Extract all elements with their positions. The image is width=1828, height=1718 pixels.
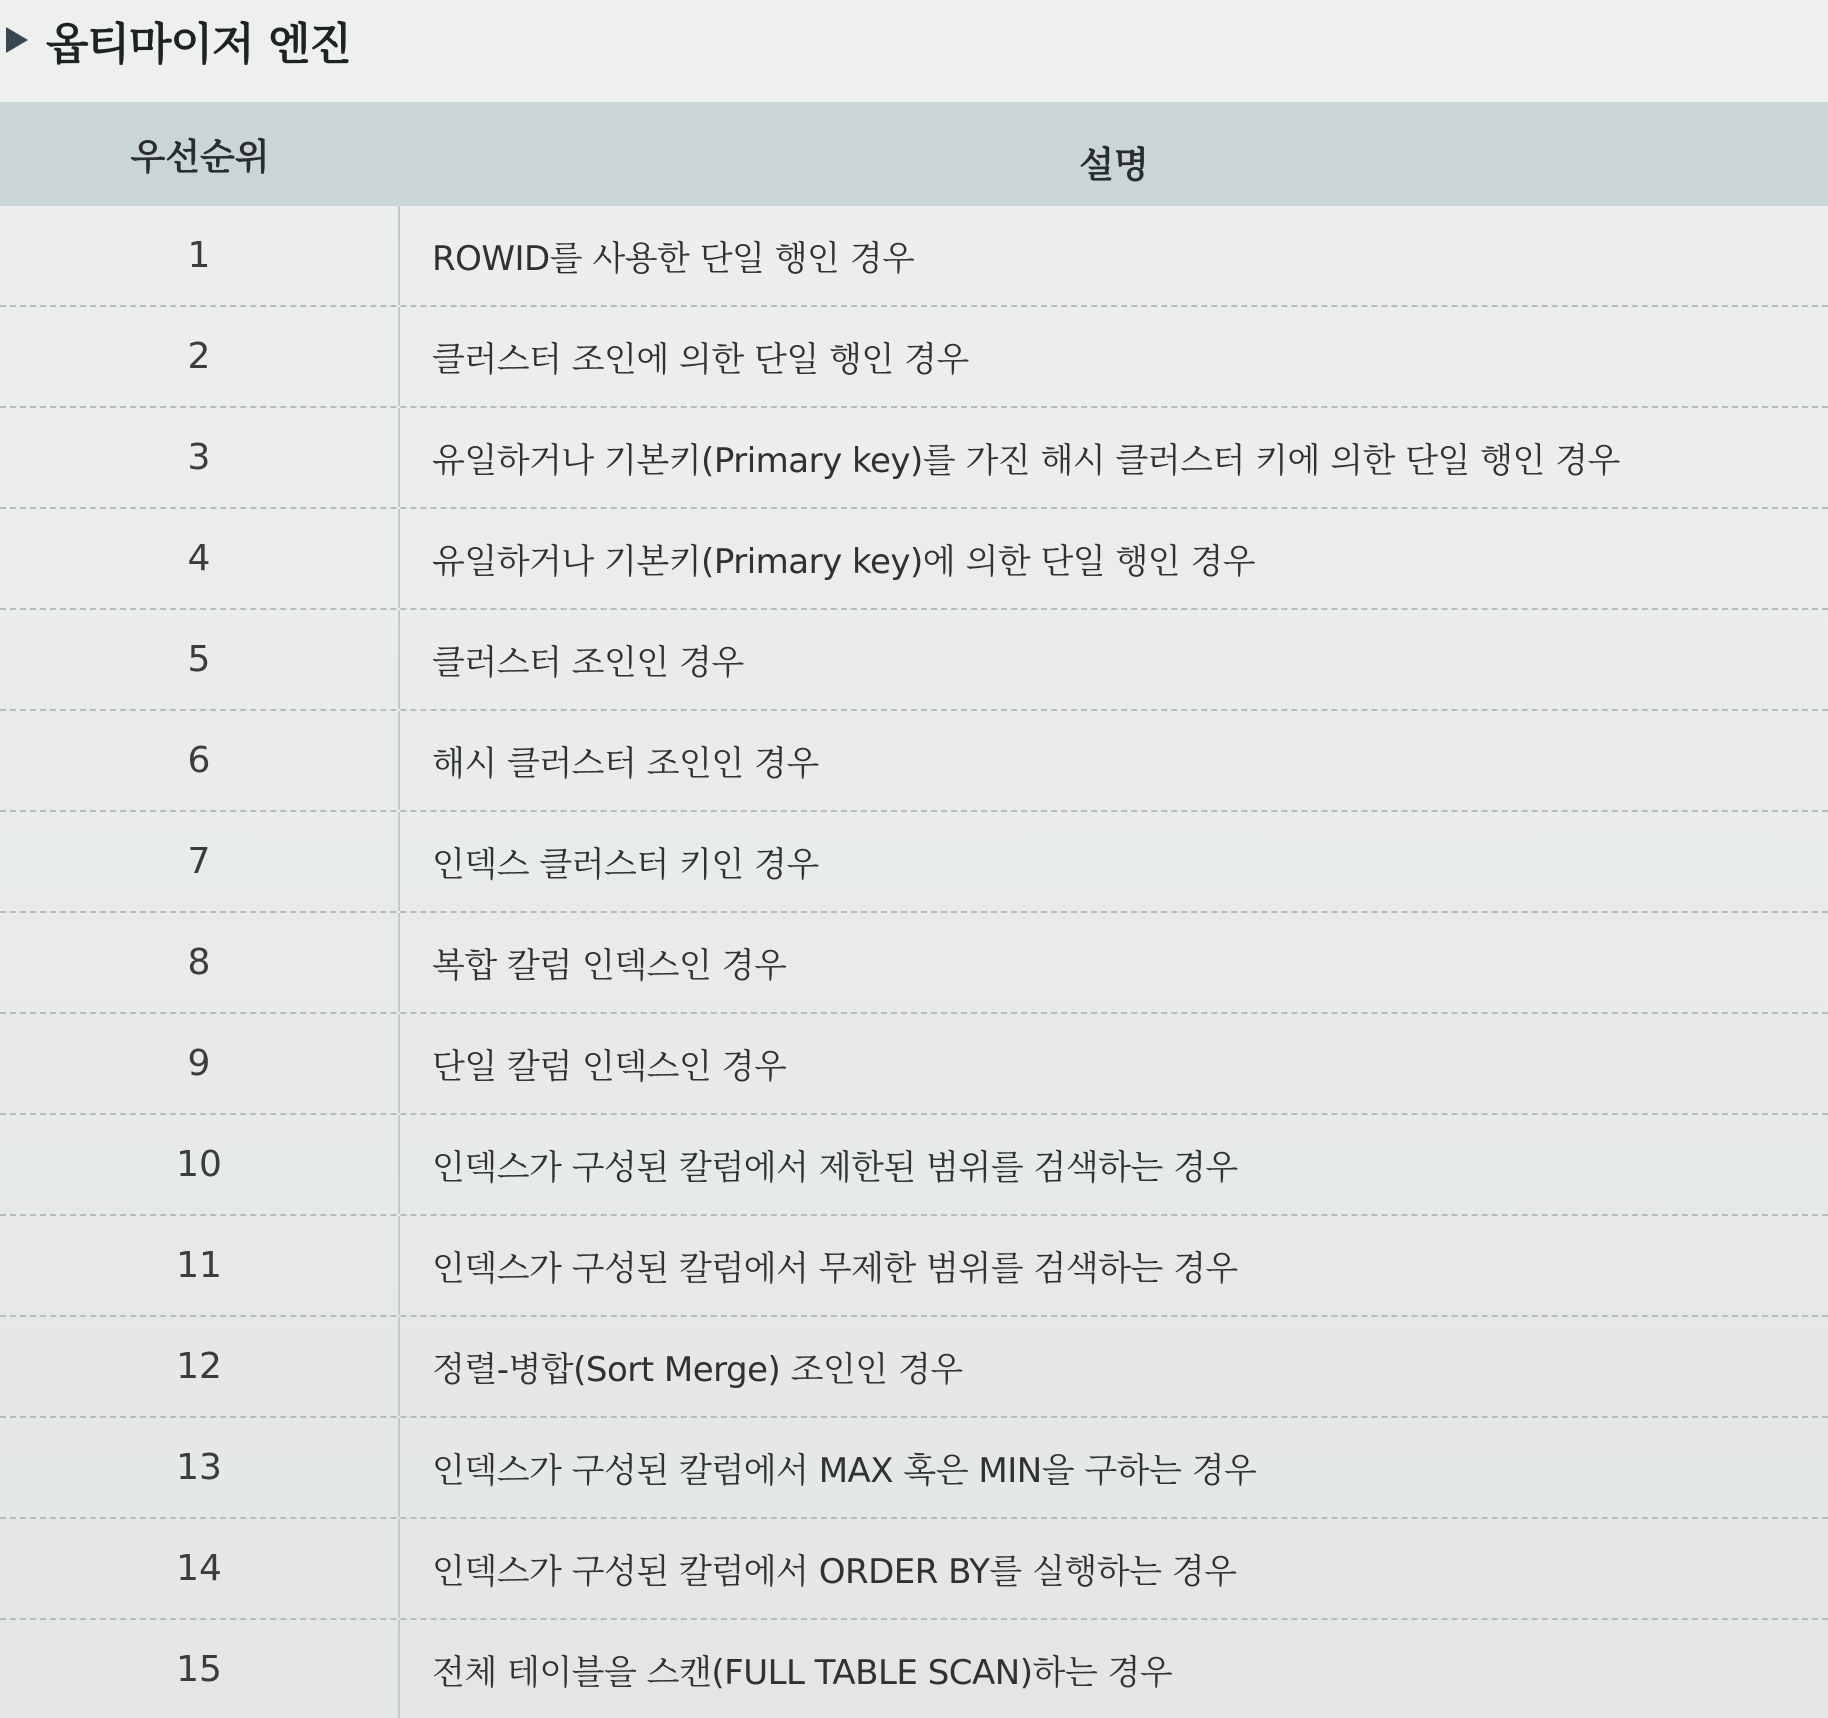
header-priority: 우선순위	[130, 136, 270, 178]
header-description: 설명	[1079, 144, 1149, 186]
table-row	[0, 1115, 1828, 1216]
table-row	[0, 812, 1828, 913]
description-cell: 복합 칼럼 인덱스인 경우	[432, 946, 787, 986]
table-row	[0, 1014, 1828, 1115]
table-row	[0, 913, 1828, 1014]
description-cell: 인덱스가 구성된 칼럼에서 무제한 범위를 검색하는 경우	[432, 1249, 1238, 1289]
priority-cell: 5	[0, 610, 400, 709]
description-cell: 정렬-병합(Sort Merge) 조인인 경우	[432, 1350, 963, 1390]
priority-cell: 11	[0, 1216, 400, 1315]
description-cell: 전체 테이블을 스캔(FULL TABLE SCAN)하는 경우	[432, 1653, 1173, 1693]
description-cell: 클러스터 조인에 의한 단일 행인 경우	[432, 340, 969, 380]
table-row	[0, 1620, 1828, 1718]
priority-cell: 3	[0, 408, 400, 507]
triangle-bullet-icon	[6, 27, 28, 53]
priority-cell: 9	[0, 1014, 400, 1113]
priority-cell: 7	[0, 812, 400, 911]
priority-cell: 12	[0, 1317, 400, 1416]
priority-cell: 2	[0, 307, 400, 406]
description-cell: 해시 클러스터 조인인 경우	[432, 744, 819, 784]
table-body	[0, 206, 1828, 1718]
priority-table	[0, 102, 1828, 1718]
table-row	[0, 509, 1828, 610]
table-header	[0, 102, 1828, 206]
table-row	[0, 206, 1828, 307]
section-title: 옵티마이저 엔진	[46, 19, 351, 70]
table-row	[0, 1317, 1828, 1418]
table-row	[0, 711, 1828, 812]
priority-cell: 6	[0, 711, 400, 810]
priority-cell: 15	[0, 1620, 400, 1718]
table-row	[0, 1216, 1828, 1317]
priority-cell: 4	[0, 509, 400, 608]
priority-cell: 1	[0, 206, 400, 305]
description-cell: 단일 칼럼 인덱스인 경우	[432, 1047, 787, 1087]
description-cell: 인덱스 클러스터 키인 경우	[432, 845, 819, 885]
priority-cell: 14	[0, 1519, 400, 1618]
description-cell: 유일하거나 기본키(Primary key)를 가진 해시 클러스터 키에 의한 단일 행인 경우	[432, 441, 1620, 481]
table-row	[0, 408, 1828, 509]
description-cell: 인덱스가 구성된 칼럼에서 MAX 혹은 MIN을 구하는 경우	[432, 1451, 1257, 1491]
table-row	[0, 610, 1828, 711]
priority-cell: 8	[0, 913, 400, 1012]
description-cell: 인덱스가 구성된 칼럼에서 ORDER BY를 실행하는 경우	[432, 1552, 1237, 1592]
table-row	[0, 1519, 1828, 1620]
priority-cell: 13	[0, 1418, 400, 1517]
section-heading	[0, 8, 351, 72]
description-cell: 클러스터 조인인 경우	[432, 643, 744, 683]
priority-cell: 10	[0, 1115, 400, 1214]
table-row	[0, 307, 1828, 408]
table-row	[0, 1418, 1828, 1519]
description-cell: ROWID를 사용한 단일 행인 경우	[432, 239, 915, 279]
description-cell: 유일하거나 기본키(Primary key)에 의한 단일 행인 경우	[432, 542, 1256, 582]
description-cell: 인덱스가 구성된 칼럼에서 제한된 범위를 검색하는 경우	[432, 1148, 1238, 1188]
